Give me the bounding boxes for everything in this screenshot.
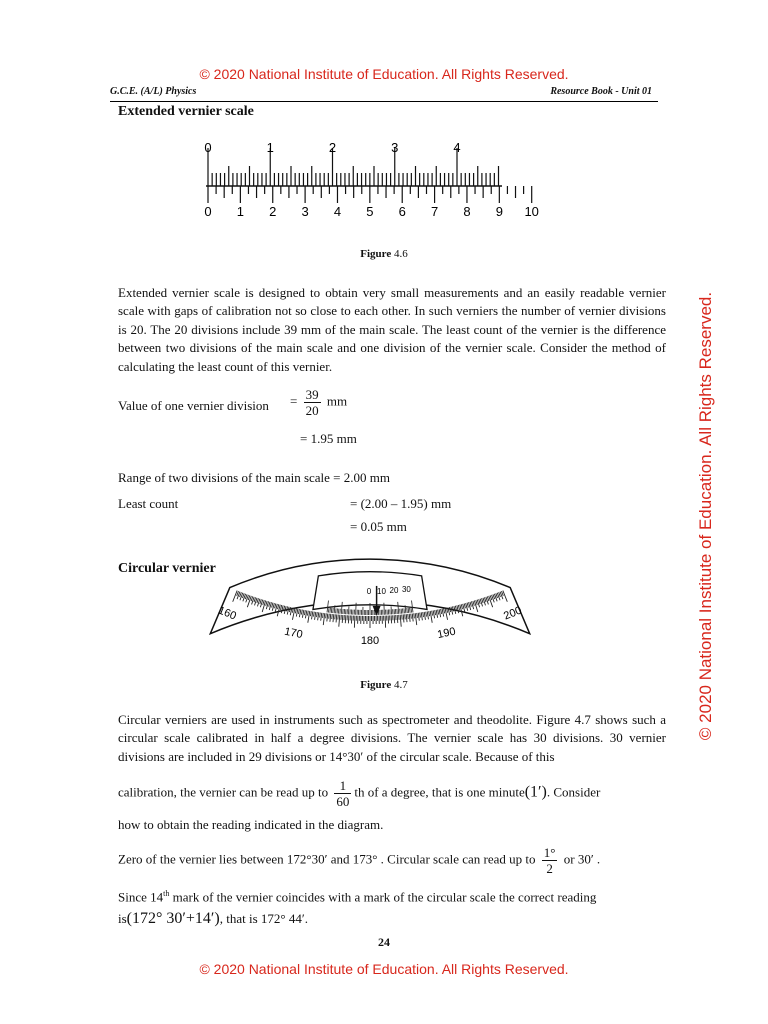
main-scale-label: 4 [453,140,461,155]
p6-text-a: is [118,911,127,926]
circular-scale-tick [326,613,327,618]
circular-scale-tick [406,614,407,622]
fraction-1-60 [334,778,351,809]
vernier-scale-tick [331,608,332,613]
vernier-label: 8 [463,204,471,219]
circular-scale-tick [329,614,330,619]
circular-scale-tick [432,611,433,616]
circular-scale-tick [295,608,296,613]
circular-scale-tick [412,614,413,622]
circular-vernier-figure [196,586,546,668]
vernier-label: 4 [333,204,342,219]
circular-scale-tick [314,612,315,617]
p5-sup: th [163,889,170,898]
main-scale-label: 2 [328,140,337,155]
main-scale-label: 0 [204,140,212,155]
circular-scale-tick [304,610,305,615]
p2-text-a: calibration, the vernier can be read up to [118,784,329,800]
figure-4-7-prefix: Figure [360,679,392,691]
circular-scale-tick [415,613,417,625]
p4-text-a: Zero of the vernier lies between 172°30′ and 173° . Circular scale can read up to [118,851,536,867]
vernier-label: 0 [204,204,212,219]
vernier-label: 7 [430,204,439,219]
vernier-label: 9 [495,204,503,219]
circular-scale-tick [394,615,395,623]
circular-scale-tick [345,615,346,623]
vernier-scale-label: 10 [377,586,386,596]
frac-den: 2 [546,861,553,876]
circular-scale-tick [339,615,340,627]
frac-den: 20 [305,403,319,418]
circular-scale-tick [354,616,355,628]
circular-scale-tick [439,609,441,617]
circular-scale-tick [403,614,404,622]
circular-paragraph-5 [118,889,596,905]
circular-paragraph-4 [118,845,668,876]
vernier-scale-label: 0 [366,586,372,596]
circular-scale-tick [429,611,430,616]
figure-4-6-prefix: Figure [360,248,392,260]
circular-scale-tick [321,613,322,621]
vernier-scale-tick [410,608,411,613]
main-scale-label: 3 [391,140,399,155]
frac-den: 60 [336,794,350,809]
circular-scale-tick [426,612,427,617]
figure-4-7-number: 4.7 [393,679,408,691]
header-left: G.C.E. (A/L) Physics [110,86,197,97]
vernier-division-result: = 1.95 mm [300,431,357,446]
circular-scale-tick [312,611,313,619]
circular-scale-tick [307,611,308,616]
circular-scale-tick [320,613,321,618]
vernier-label: 2 [269,204,277,219]
vernier-division-row [118,398,269,414]
circular-scale-tick [333,614,334,622]
circular-scale-tick [301,610,302,615]
circular-scale-tick [317,612,318,617]
vernier-scale-label: 20 [389,586,399,596]
section-heading-circular-vernier: Circular vernier [118,561,216,576]
figure-4-6-number: 4.6 [393,248,408,260]
vernier-division-label: Value of one vernier division [118,398,269,413]
vernier-division-eq [290,387,347,418]
circular-scale-tick [318,612,319,620]
circular-paragraph-3: how to obtain the reading indicated in the diagram. [118,817,384,832]
least-count-line1: = (2.00 – 1.95) mm [350,496,452,511]
circular-paragraph-6 [118,910,308,928]
vernier-label: 6 [398,204,406,219]
vernier-scale-tick [330,608,331,613]
circular-scale-tick [302,610,303,618]
circular-scale-tick [310,611,311,616]
figure-4-7-caption [0,679,768,691]
range-line: Range of two divisions of the main scale = 2.00 mm [118,470,390,485]
extended-vernier-figure [190,138,539,228]
circular-scale-tick [408,614,409,619]
circular-scale-label: 180 [360,635,380,647]
vernier-scale-tick [408,608,409,613]
circular-scale-tick [427,611,428,619]
circular-scale-tick [315,612,316,620]
circular-scale-label: 170 [283,625,304,642]
main-scale-label: 1 [266,140,274,155]
least-count-line2: = 0.05 mm [350,519,407,534]
circular-scale-tick [305,610,306,618]
p6-paren: (172° 30′+14′) [126,910,220,927]
p2-text-c: . Consider [546,784,601,800]
vernier-label: 10 [524,204,539,219]
p5-text-a: Since 14 [118,889,164,905]
circular-scale-tick [420,613,421,618]
extended-vernier-paragraph: Extended vernier scale is designed to obtain very small measurements and an easily readable vernier scale with gaps of calibration not so close to each other. In such verniers the number of vernier divisions is 20. The 20 divisions include 39 mm of the main scale. The least count of the vernier is the difference between two divisions of the main scale and one division of the vernier scale. Consider the method of calculating the least count of this vernier. [118,285,666,374]
unit-mm: mm [326,393,348,409]
circular-paragraph-2 [118,778,668,809]
figure-4-6-caption [0,248,768,260]
vernier-scale-label: 30 [401,585,411,595]
circular-scale-tick [342,615,343,623]
circular-scale-label: 190 [436,625,457,642]
circular-scale-tick [400,615,401,627]
circular-scale-tick [421,612,422,620]
circular-scale-tick [323,613,324,618]
circular-scale-tick [441,609,442,614]
fraction-39-20 [304,387,321,418]
vernier-label: 5 [366,204,374,219]
frac-num: 39 [305,387,319,402]
page-number: 24 [378,935,390,949]
circular-scale-tick [424,612,425,620]
circular-scale-tick [423,612,424,617]
fraction-half-degree [542,845,558,876]
circular-scale-label: 200 [502,604,524,623]
circular-scale-tick [409,614,410,622]
copyright-side-text: © 2020 National Institute of Education. All Rights Reserved. [696,291,715,741]
copyright-top: © 2020 National Institute of Education. All Rights Reserved. [199,66,569,82]
circular-scale-tick [397,615,398,623]
circular-scale-tick [411,614,412,619]
section-heading-extended-vernier: Extended vernier scale [118,104,254,119]
circular-scale-tick [444,608,445,613]
vernier-label: 3 [301,204,309,219]
circular-scale-tick [436,610,437,618]
p2-text-b: th of a degree, that is one minute [354,784,525,800]
circular-scale-tick [414,613,415,618]
circular-scale-tick [438,610,439,615]
circular-scale-tick [299,609,301,617]
vernier-scale-tick [328,608,329,613]
circular-scale-tick [298,609,299,614]
header-right: Resource Book - Unit 01 [550,86,652,97]
circular-scale-tick [336,614,337,622]
circular-scale-tick [385,616,386,628]
p6-text-b: , that is 172° 44′. [219,911,308,926]
header-rule [110,101,658,102]
vernier-label: 1 [236,204,244,219]
index-arrow-head [373,606,381,616]
circular-scale-tick [435,610,436,615]
circular-scale-tick [417,613,418,618]
circular-scale-tick [332,614,333,619]
circular-scale-tick [323,613,325,625]
p5-text-b: mark of the vernier coincides with a mark of the circular scale the correct reading [169,889,597,905]
vernier-scale-tick [407,608,408,613]
circular-scale-label: 160 [216,604,238,623]
frac-num: 1° [543,845,556,860]
circular-scale-tick [433,610,434,618]
circular-scale-tick [418,613,419,621]
frac-num: 1 [334,778,351,794]
vernier-scale-tick [333,608,334,613]
p2-minute: (1′) [524,783,547,801]
p4-text-b: or 30′ . [563,851,601,867]
circular-scale-tick [330,614,331,622]
copyright-bottom: © 2020 National Institute of Education. All Rights Reserved. [199,961,569,977]
circular-scale-tick [327,614,328,622]
eq-sign: = [290,393,298,409]
vernier-scale-tick [411,608,412,613]
circular-paragraph-1: Circular verniers are used in instruments such as spectrometer and theodolite. Figure 4.7 shows such a circular scale calibrated in half a degree divisions. The vernier scale has 30 divisions. 30 vernier divisions are included in 29 divisions or 14°30′ of the circular scale. Because of this [118,712,666,764]
least-count-label: Least count [118,496,179,511]
